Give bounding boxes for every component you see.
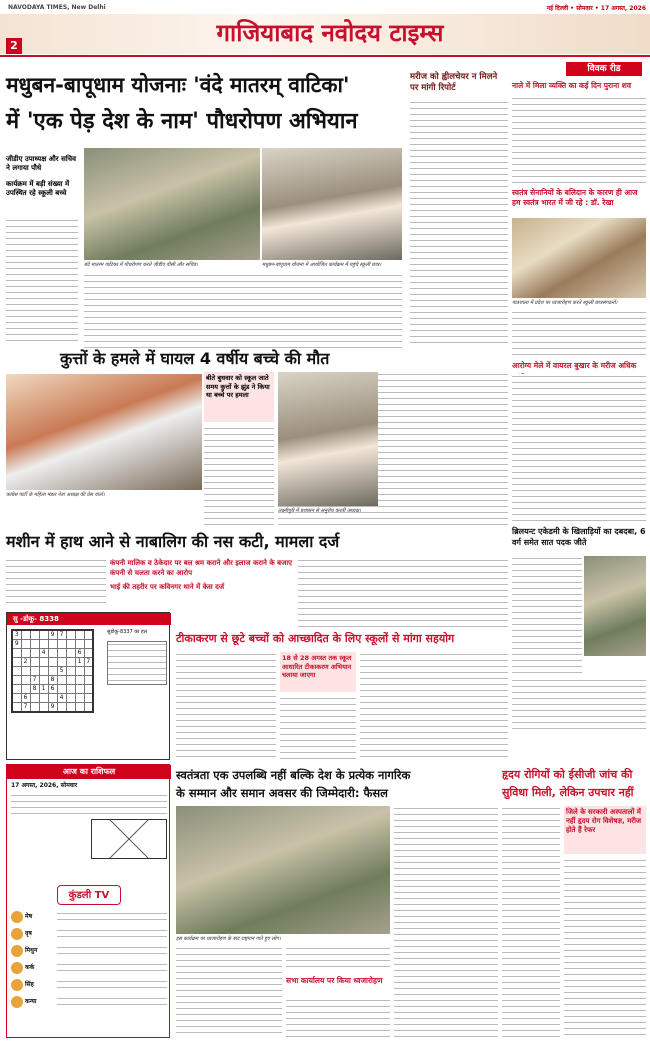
sudoku-cell: [84, 694, 93, 703]
sudoku-cell: 4: [39, 649, 48, 658]
sudoku-cell: [84, 640, 93, 649]
vivek-reed-label: विवक रीड: [566, 62, 642, 76]
sudoku-cell: 7: [57, 630, 66, 640]
sudoku-cell: [30, 630, 39, 640]
rashifal-sign-text: [57, 928, 167, 942]
right-mid-headline: आरोग्य मेले में वायरल बुखार के मरीज अधिक: [512, 361, 637, 370]
sudoku-cell: [39, 658, 48, 667]
zodiac-icon: [11, 962, 23, 974]
dog-story-headline: कुत्तों के हमले में घायल 4 वर्षीय बच्चे की मौत: [60, 349, 330, 368]
heart-highlight: जिले के सरकारी अस्पतालों में नहीं हृदय रोग विशेषज्ञ, मरीज होते हैं रेफर: [564, 806, 646, 854]
freedom-body-2: [286, 946, 390, 972]
rashifal-sign: [11, 945, 167, 959]
sudoku-cell: [12, 703, 21, 713]
sudoku-cell: [57, 676, 66, 685]
sudoku-cell: [12, 649, 21, 658]
lead-body: [6, 218, 78, 346]
sudoku-cell: [75, 676, 84, 685]
rashifal-sign: [11, 996, 167, 1010]
rashifal-title: आज का राशिफल: [7, 765, 171, 779]
sudoku-cell: [84, 676, 93, 685]
sudoku-cell: 6: [21, 694, 30, 703]
sudoku-cell: [75, 694, 84, 703]
masthead-divider: [0, 55, 650, 57]
page-number-badge: 2: [6, 38, 22, 54]
vaccination-headline: टीकाकरण से छूटे बच्चों को आच्छादित के लिए स्कूलों से मांगा सहयोग: [176, 632, 455, 645]
kundli-tv-logo: कुंडली TV: [57, 885, 121, 905]
sudoku-cell: [66, 694, 75, 703]
sudoku-cell: [66, 685, 75, 694]
freedom-photo: [176, 806, 390, 934]
rashifal-sign-label: कन्या: [25, 998, 37, 1005]
sudoku-cell: [30, 658, 39, 667]
dog-story-highlight: बीते बुधवार को स्कूल जाते समय कुत्तों के झुंड ने किया था बच्चे पर हमला: [204, 372, 274, 422]
sudoku-cell: [39, 640, 48, 649]
sudoku-cell: [75, 685, 84, 694]
right-mid-body: [512, 374, 646, 522]
sudoku-cell: 1: [75, 658, 84, 667]
zodiac-icon: [11, 911, 23, 923]
sudoku-cell: 8: [30, 685, 39, 694]
sudoku-cell: [66, 703, 75, 713]
date-line: नई दिल्ली • सोमवार • 17 अगस्त, 2026: [546, 5, 646, 12]
rashifal-sign-text: [57, 945, 167, 959]
sudoku-cell: [39, 676, 48, 685]
freedom-headline-2: के सम्मान और समान अवसर की जिम्मेदारी: फैसल: [176, 786, 388, 800]
side-story-body: [410, 100, 508, 348]
sudoku-cell: [75, 667, 84, 676]
sudoku-cell: 2: [21, 658, 30, 667]
sudoku-cell: [84, 667, 93, 676]
rashifal-date: 17 अगस्त, 2026, सोमवार: [11, 782, 78, 789]
freedom-caption: इस कार्यक्रम पर ध्वजारोहण के बाद राष्ट्रगान गाते हुए लोग।: [176, 936, 281, 942]
sudoku-cell: [30, 703, 39, 713]
sport-body-2: [512, 678, 646, 734]
kundli-chart: [91, 819, 167, 859]
rashifal-sign-text: [57, 979, 167, 993]
vivek-reed-headline: नाले में मिला व्यक्ति का कई दिन पुराना शव: [512, 81, 632, 90]
rashifal-sign-label: सिंह: [25, 981, 34, 988]
dog-story-body-1: [204, 426, 274, 528]
freedom-body-3: [286, 998, 390, 1038]
rashifal-sign-label: कर्क: [25, 964, 35, 971]
sudoku-cell: [48, 658, 57, 667]
dog-story-photo-1: [6, 374, 202, 490]
machine-bullet-1: कंपनी मालिक व ठेकेदार पर बल श्रम कराने और इलाज कराने के बजाए कंपनी से चलता करने का आरोप: [110, 559, 293, 577]
sudoku-answer-grid: [107, 641, 167, 685]
sudoku-cell: [12, 685, 21, 694]
rashifal-sign: [11, 911, 167, 925]
zodiac-icon: [11, 979, 23, 991]
freedom-body-1: [176, 946, 282, 1038]
sudoku-cell: [84, 703, 93, 713]
lead-caption-1: बंदे मातरम वाटिका में पौधरोपण करते जीडीए वीसी और सचिव।: [84, 262, 198, 268]
lead-headline-1: मधुबन-बापूधाम योजनाः 'वंदे मातरम् वाटिका': [6, 73, 350, 97]
sudoku-cell: [75, 703, 84, 713]
sudoku-cell: [21, 676, 30, 685]
rashifal-sign-label: मेष: [25, 913, 33, 920]
sudoku-cell: [12, 658, 21, 667]
rashifal-sign-text: [57, 962, 167, 976]
zodiac-icon: [11, 945, 23, 957]
sudoku-cell: 8: [48, 676, 57, 685]
brand-line: NAVODAYA TIMES, New Delhi: [8, 4, 106, 11]
lead-photo-2: [262, 148, 402, 260]
rashifal-sign-label: मिथुन: [25, 947, 38, 954]
sudoku-cell: [39, 630, 48, 640]
rashifal-intro: [11, 793, 167, 817]
freedom-subheadline: सभा कार्यालय पर किया ध्वजारोहण: [286, 976, 383, 985]
sudoku-cell: 6: [75, 649, 84, 658]
sudoku-cell: [39, 667, 48, 676]
sport-headline: ब्रिलयन्ट एकेडमी के खिलाड़ियों का दबदबा, 6 वर्ग समेत सात पदक जीते: [512, 527, 646, 547]
sudoku-cell: [84, 649, 93, 658]
vaccination-highlight: 18 से 28 अगस्त तक स्कूल आधारित टीकाकरण अभियान चलाया जाएगा: [280, 652, 356, 692]
lead-headline-2: में 'एक पेड़ देश के नाम' पौधरोपण अभियान: [6, 109, 358, 134]
sudoku-cell: 7: [21, 703, 30, 713]
sudoku-cell: [39, 694, 48, 703]
heart-headline-1: हृदय रोगियों को ईसीजी जांच की: [502, 768, 633, 781]
sudoku-cell: [21, 685, 30, 694]
machine-story-body-2: [298, 558, 508, 628]
dog-story-photo-caption: लक्ष्मीपुरी में प्रशासन से अनुरोध करतीं अध्यक्ष।: [278, 508, 361, 514]
lead-bullet-1: जीडीए उपाध्यक्ष और सचिव ने लगाया पौधे: [6, 155, 76, 172]
sudoku-cell: [84, 630, 93, 640]
vaccination-body-3: [360, 652, 508, 760]
sudoku-cell: [48, 667, 57, 676]
city-title: गाजियाबाद नवोदय टाइम्स: [216, 18, 444, 47]
sudoku-cell: [57, 658, 66, 667]
sudoku-cell: [21, 640, 30, 649]
sudoku-cell: [66, 676, 75, 685]
vivek-reed-body: [512, 96, 646, 184]
rashifal-sign-text: [57, 911, 167, 925]
sudoku-cell: [21, 649, 30, 658]
heart-body-1: [502, 806, 560, 1038]
rashifal-sign: [11, 962, 167, 976]
sudoku-cell: 6: [48, 685, 57, 694]
sudoku-cell: [66, 649, 75, 658]
rashifal-signs: [11, 911, 167, 1035]
dog-story-caption: कांग्रेस पार्टी के महिला मंडल नेता अध्यक्ष की प्रेस वार्ता।: [6, 492, 105, 498]
sudoku-cell: [66, 640, 75, 649]
lead-body-cols: [84, 273, 402, 348]
vaccination-body-2: [280, 696, 356, 760]
sudoku-cell: [48, 694, 57, 703]
sudoku-cell: [21, 667, 30, 676]
rashifal-sign: [11, 928, 167, 942]
sudoku-cell: [21, 630, 30, 640]
heart-headline-2: सुविधा मिली, लेकिन उपचार नहीं: [502, 786, 634, 799]
vaccination-body-1: [176, 652, 276, 760]
side-story-headline: मरीज को ह्वीलचेयर न मिलने पर मांगी रिपोर्ट: [410, 72, 498, 93]
sudoku-cell: 3: [12, 630, 21, 640]
sudoku-cell: 7: [84, 658, 93, 667]
dog-story-photo-2: [278, 372, 378, 506]
sudoku-cell: [30, 667, 39, 676]
sudoku-cell: 7: [30, 676, 39, 685]
sudoku-cell: 5: [57, 667, 66, 676]
sudoku-grid: [11, 629, 94, 713]
sudoku-cell: [57, 649, 66, 658]
sudoku-cell: [57, 685, 66, 694]
sport-photo: [584, 556, 646, 656]
sudoku-cell: 9: [48, 703, 57, 713]
sudoku-cell: [12, 694, 21, 703]
sudoku-cell: [84, 685, 93, 694]
sudoku-cell: [57, 703, 66, 713]
lead-bullet-2: कार्यक्रम में बड़ी संख्या में उपस्थित रहे स्कूली बच्चे: [6, 180, 70, 197]
vivek-reed-subheadline: स्वतंत्र सेनानियों के बलिदान के कारण ही आज हम स्वतंत्र भारत में जी रहे : डॉ. रेखा: [512, 188, 638, 207]
vivek-reed-photo: [512, 218, 646, 298]
sudoku-cell: 9: [48, 630, 57, 640]
machine-story-headline: मशीन में हाथ आने से नाबालिग की नस कटी, मामला दर्ज: [6, 532, 340, 551]
machine-story-body-1: [6, 558, 106, 608]
vivek-reed-body-2: [512, 310, 646, 356]
heart-body-2: [564, 858, 646, 1038]
sudoku-cell: [48, 640, 57, 649]
sudoku-cell: [57, 640, 66, 649]
lead-photo-1: [84, 148, 260, 260]
sudoku-cell: [30, 649, 39, 658]
machine-bullet-2: भाई की तहरीर पर कविनगर थाने में केस दर्ज: [110, 583, 225, 591]
sudoku-cell: 9: [12, 640, 21, 649]
sudoku-answer-label: सुडोकू-8337 का हल: [107, 629, 148, 635]
freedom-headline-1: स्वतंत्रता एक उपलब्धि नहीं बल्कि देश के प्रत्येक नागरिक: [176, 768, 411, 782]
rashifal-sign-text: [57, 996, 167, 1010]
sudoku-cell: [39, 703, 48, 713]
sudoku-cell: [66, 667, 75, 676]
sudoku-cell: [30, 640, 39, 649]
lead-caption-2: मधुबन-बापूधाम योजना में आयोजित कार्यक्रम में पहुंचे स्कूली छात्र।: [262, 262, 382, 268]
sudoku-cell: 4: [57, 694, 66, 703]
zodiac-icon: [11, 928, 23, 940]
sudoku-cell: [48, 649, 57, 658]
sudoku-cell: [12, 676, 21, 685]
sudoku-cell: [75, 630, 84, 640]
masthead: [0, 0, 650, 56]
sudoku-cell: 1: [39, 685, 48, 694]
sudoku-label: सु -डोकू- 8338: [7, 613, 171, 625]
sport-body: [512, 556, 582, 676]
sudoku-cell: [66, 630, 75, 640]
rashifal-panel: [6, 764, 170, 1038]
sudoku-panel: [6, 612, 170, 760]
zodiac-icon: [11, 996, 23, 1008]
sudoku-cell: [75, 640, 84, 649]
vivek-reed-caption: पाठशाला में प्रदेश पर ध्वजारोहण करते स्कूली छात्रसंगठनों।: [512, 300, 618, 306]
rashifal-sign-label: वृष: [25, 930, 32, 937]
freedom-body-4: [394, 806, 498, 1038]
sudoku-cell: [66, 658, 75, 667]
sudoku-cell: [30, 694, 39, 703]
sudoku-cell: [12, 667, 21, 676]
rashifal-sign: [11, 979, 167, 993]
